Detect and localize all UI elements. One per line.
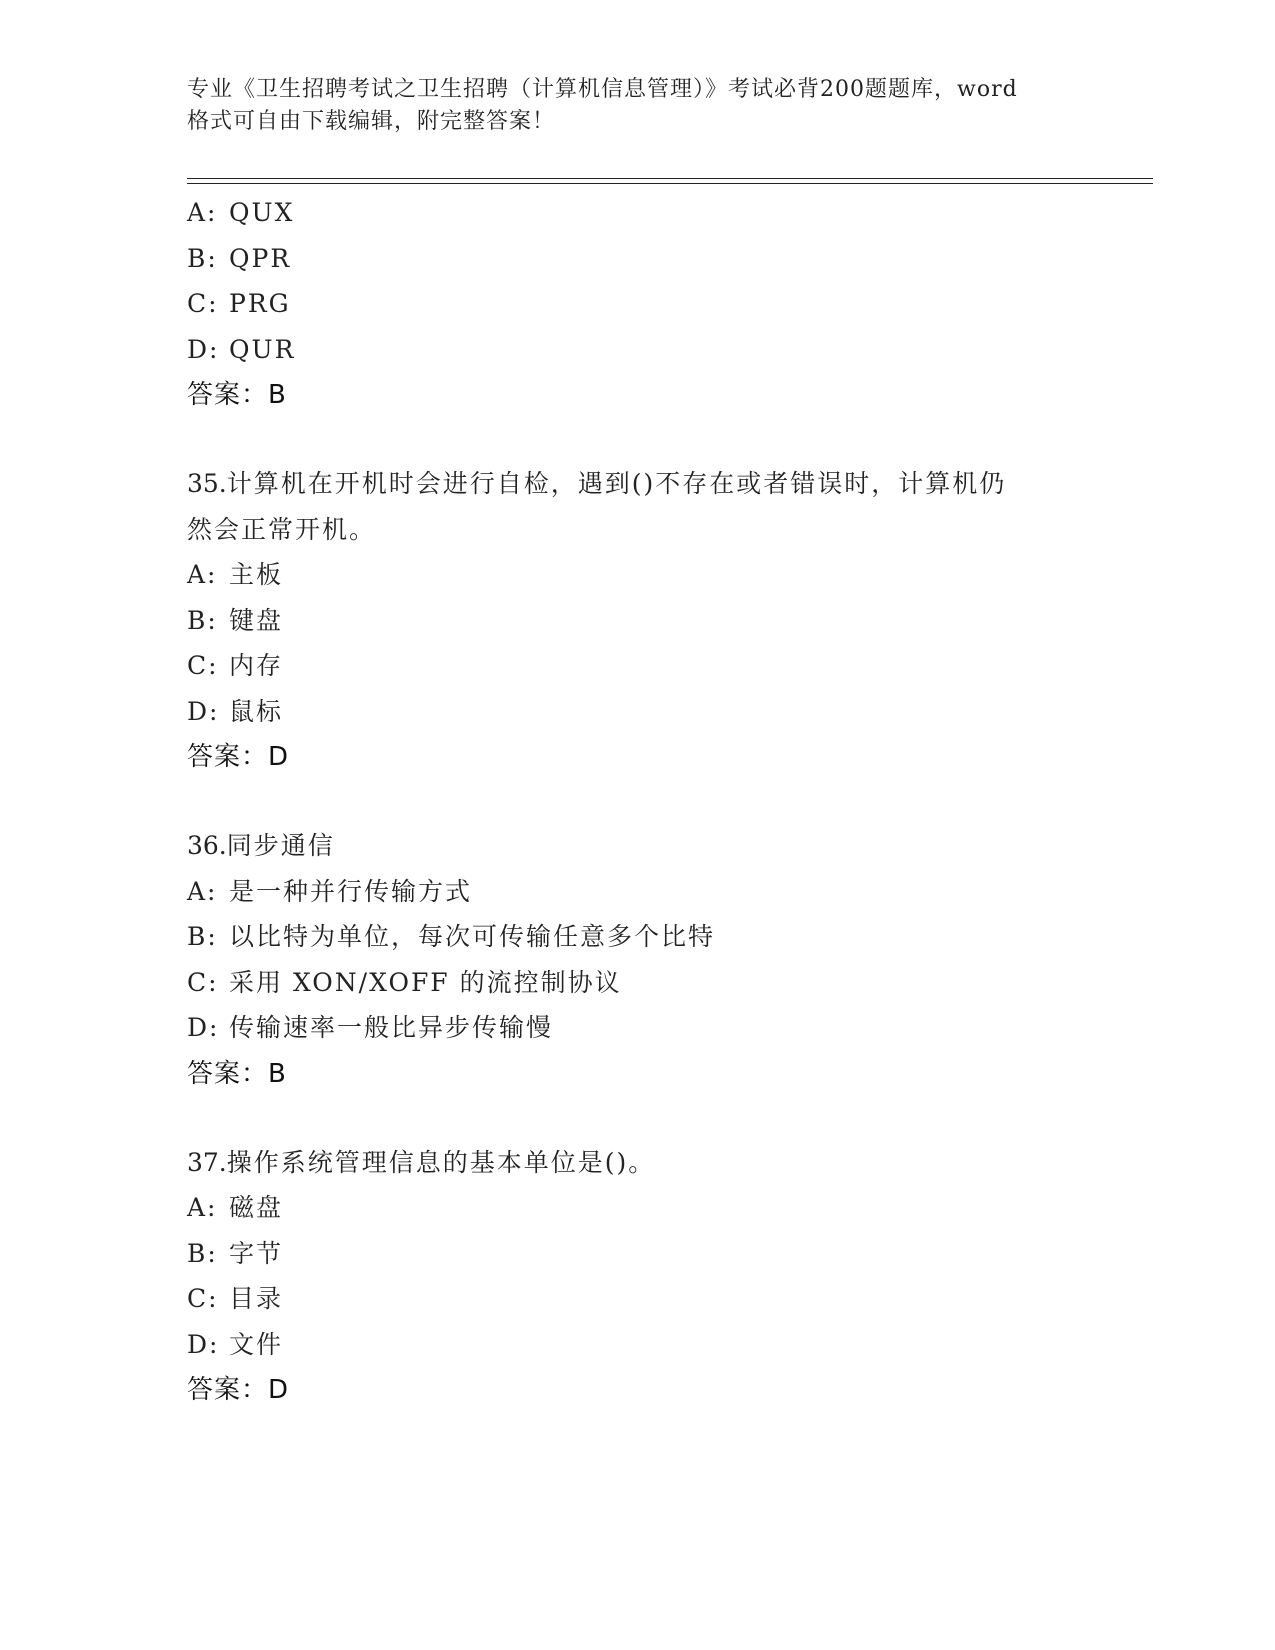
answer-line: 答案：B — [187, 1058, 287, 1089]
option-text: 是一种并行传输方式 — [229, 876, 473, 906]
option-a — [187, 1185, 1137, 1231]
option-letter: B: — [187, 1238, 218, 1268]
option-letter: D: — [187, 1329, 220, 1359]
option-text: 鼠标 — [229, 696, 284, 726]
option-a — [187, 552, 1137, 598]
option-b — [187, 598, 1137, 644]
option-c — [187, 1276, 1137, 1322]
option-letter: A: — [187, 560, 218, 589]
question-block-35 — [187, 461, 1137, 780]
option-text: 字节 — [229, 1238, 284, 1268]
answer-line: 答案：B — [187, 380, 287, 410]
question-stem — [187, 461, 1137, 507]
header-title-line-1: 专业《卫生招聘考试之卫生招聘（计算机信息管理）》考试必背200题题库，word — [187, 77, 1018, 102]
option-b — [187, 1231, 1137, 1277]
option-text: 主板 — [229, 560, 284, 589]
option-text: 磁盘 — [229, 1193, 284, 1222]
question-block-prev — [187, 190, 1137, 418]
question-stem — [187, 823, 1137, 869]
option-text: 以比特为单位，每次可传输任意多个比特 — [229, 922, 716, 951]
spacer — [187, 418, 1137, 461]
option-c — [187, 960, 1137, 1006]
header-rule-bottom — [187, 183, 1153, 184]
option-letter: C: — [187, 967, 219, 997]
spacer — [187, 780, 1137, 823]
question-stem-line-2: 然会正常开机。 — [187, 514, 377, 544]
option-letter: C: — [187, 1284, 219, 1313]
option-text: 采用 XON/XOFF 的流控制协议 — [229, 967, 622, 997]
option-d — [187, 689, 1137, 735]
header-title-line-2: 格式可自由下载编辑，附完整答案！ — [187, 109, 556, 134]
answer-line: 答案：D — [187, 1375, 290, 1405]
question-stem-line-1: 同步通信 — [226, 831, 335, 860]
option-text: 传输速率一般比异步传输慢 — [229, 1013, 554, 1042]
option-letter: C: — [187, 289, 219, 318]
option-text: PRG — [229, 289, 291, 318]
option-letter: A: — [187, 198, 218, 227]
option-text: QUX — [229, 198, 295, 227]
option-letter: A: — [187, 1193, 218, 1222]
option-text: QPR — [229, 243, 292, 273]
option-d — [187, 1005, 1137, 1051]
option-letter: D: — [187, 334, 220, 364]
option-text: 文件 — [229, 1329, 284, 1359]
option-a — [187, 869, 1137, 915]
spacer — [187, 1097, 1137, 1140]
option-b — [187, 914, 1137, 960]
option-d — [187, 327, 1137, 373]
question-number: 36. — [187, 831, 227, 860]
option-letter: D: — [187, 1013, 220, 1042]
option-letter: B: — [187, 922, 218, 951]
option-letter: C: — [187, 651, 219, 680]
option-c — [187, 643, 1137, 689]
question-stem-line-1: 操作系统管理信息的基本单位是()。 — [226, 1147, 656, 1177]
document-header — [187, 74, 1087, 138]
option-letter: B: — [187, 243, 218, 273]
option-c — [187, 281, 1137, 327]
option-d — [187, 1322, 1137, 1368]
question-block-37 — [187, 1140, 1137, 1414]
question-stem-line-1: 计算机在开机时会进行自检，遇到()不存在或者错误时，计算机仍 — [226, 469, 1007, 498]
option-letter: B: — [187, 605, 218, 635]
option-a — [187, 190, 1137, 236]
question-stem — [187, 1140, 1137, 1186]
option-b — [187, 236, 1137, 282]
question-number: 37. — [187, 1147, 227, 1177]
option-text: 目录 — [229, 1284, 284, 1313]
answer-line: 答案：D — [187, 742, 290, 772]
question-list — [187, 190, 1137, 1413]
option-letter: D: — [187, 696, 220, 726]
option-letter: A: — [187, 876, 218, 906]
question-number: 35. — [187, 469, 227, 498]
option-text: 内存 — [229, 651, 284, 680]
option-text: QUR — [229, 334, 296, 364]
option-text: 键盘 — [229, 605, 284, 635]
header-rule-top — [187, 178, 1153, 179]
question-block-36 — [187, 823, 1137, 1097]
